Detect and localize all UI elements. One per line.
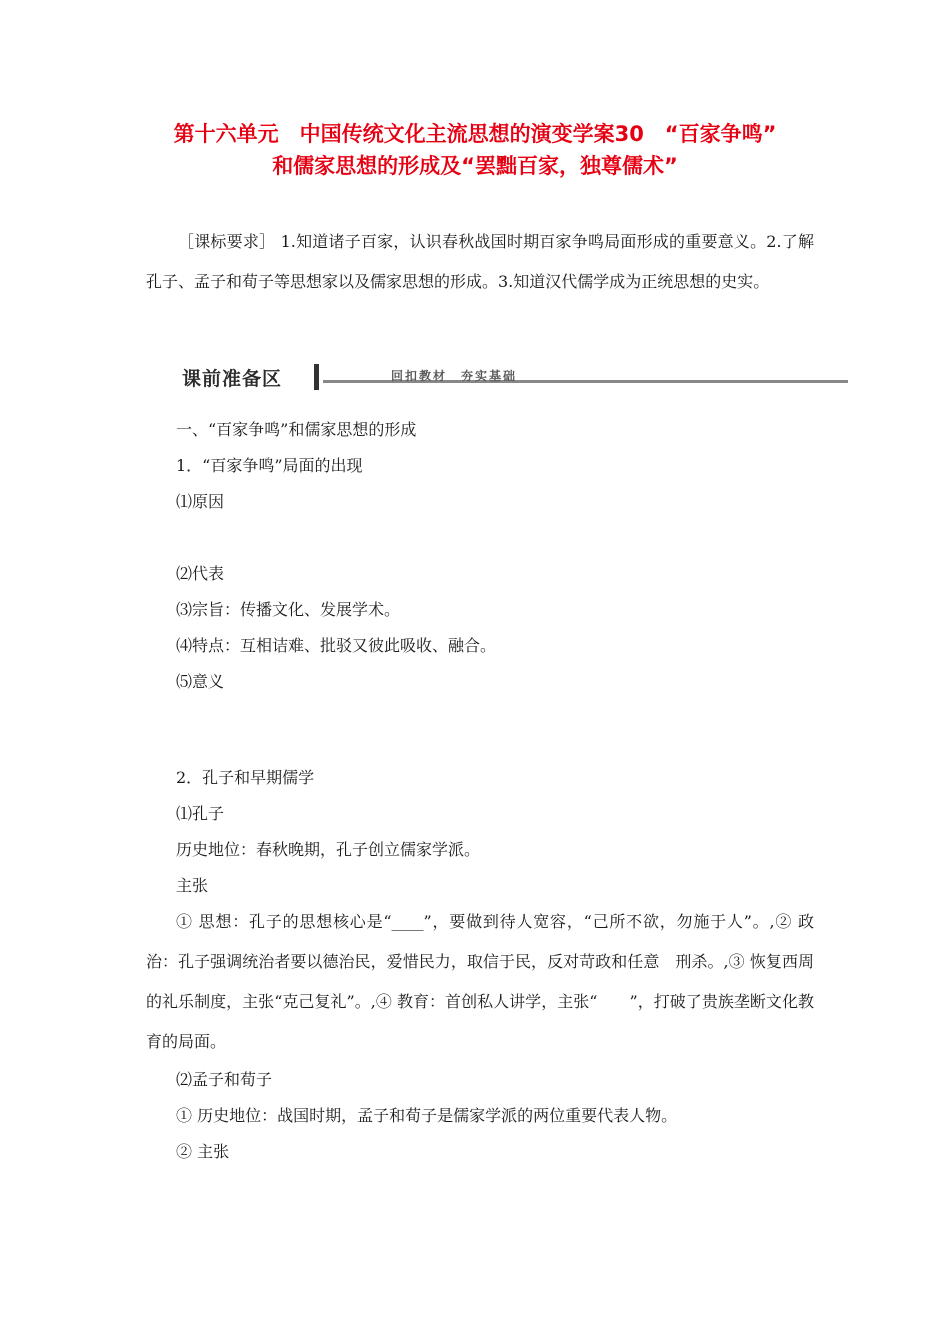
banner-divider <box>314 364 319 390</box>
page-title <box>120 118 830 182</box>
banner-subtitle: 回扣教材 夯实基础 <box>391 369 518 383</box>
sub-item: ⑸意义 <box>176 672 225 691</box>
sub-item: ⑵代表 <box>176 564 225 583</box>
claims-paragraph: ① 思想：孔子的思想核心是“____”，要做到待人宽容，“己所不欲，勿施于人”。,② 政治：孔子强调统治者要以德治民，爱惜民力，取信于民，反对苛政和任意 刑杀。,③ 恢复西周的礼乐制度，主张“克己复礼”。,④ 教育：首创私人讲学，主张“ ”，打破了贵族垄断文化教育的局面。 <box>146 912 814 1051</box>
body-text: 主张 <box>176 876 209 895</box>
sub-item: ⑷特点：互相诘难、批驳又彼此吸收、融合。 <box>176 636 497 655</box>
body-text: 历史地位：春秋晚期，孔子创立儒家学派。 <box>176 840 481 859</box>
sub-item: ⑴原因 <box>176 492 225 511</box>
body-text: ① 历史地位：战国时期，孟子和荀子是儒家学派的两位重要代表人物。 <box>176 1106 678 1125</box>
sub-item: ⑶宗旨：传播文化、发展学术。 <box>176 600 401 619</box>
section-banner <box>178 360 848 394</box>
body-text: ② 主张 <box>176 1142 230 1161</box>
curriculum-requirements: ［课标要求］ 1.知道诸子百家，认识春秋战国时期百家争鸣局面形成的重要意义。2.了解孔子、孟子和荀子等思想家以及儒家思想的形成。3.知道汉代儒学成为正统思想的史实。 <box>146 232 814 291</box>
item-heading: 2．孔子和早期儒学 <box>176 768 315 787</box>
section-heading: 一、“百家争鸣”和儒家思想的形成 <box>176 420 417 439</box>
title-line-1: 第十六单元 中国传统文化主流思想的演变学案30 “百家争鸣” <box>173 122 777 146</box>
sub-item: ⑵孟子和荀子 <box>176 1070 273 1089</box>
item-heading: 1．“百家争鸣”局面的出现 <box>176 456 363 475</box>
sub-item: ⑴孔子 <box>176 804 225 823</box>
title-line-2: 和儒家思想的形成及“罢黜百家，独尊儒术” <box>272 154 678 178</box>
banner-title: 课前准备区 <box>182 368 283 390</box>
